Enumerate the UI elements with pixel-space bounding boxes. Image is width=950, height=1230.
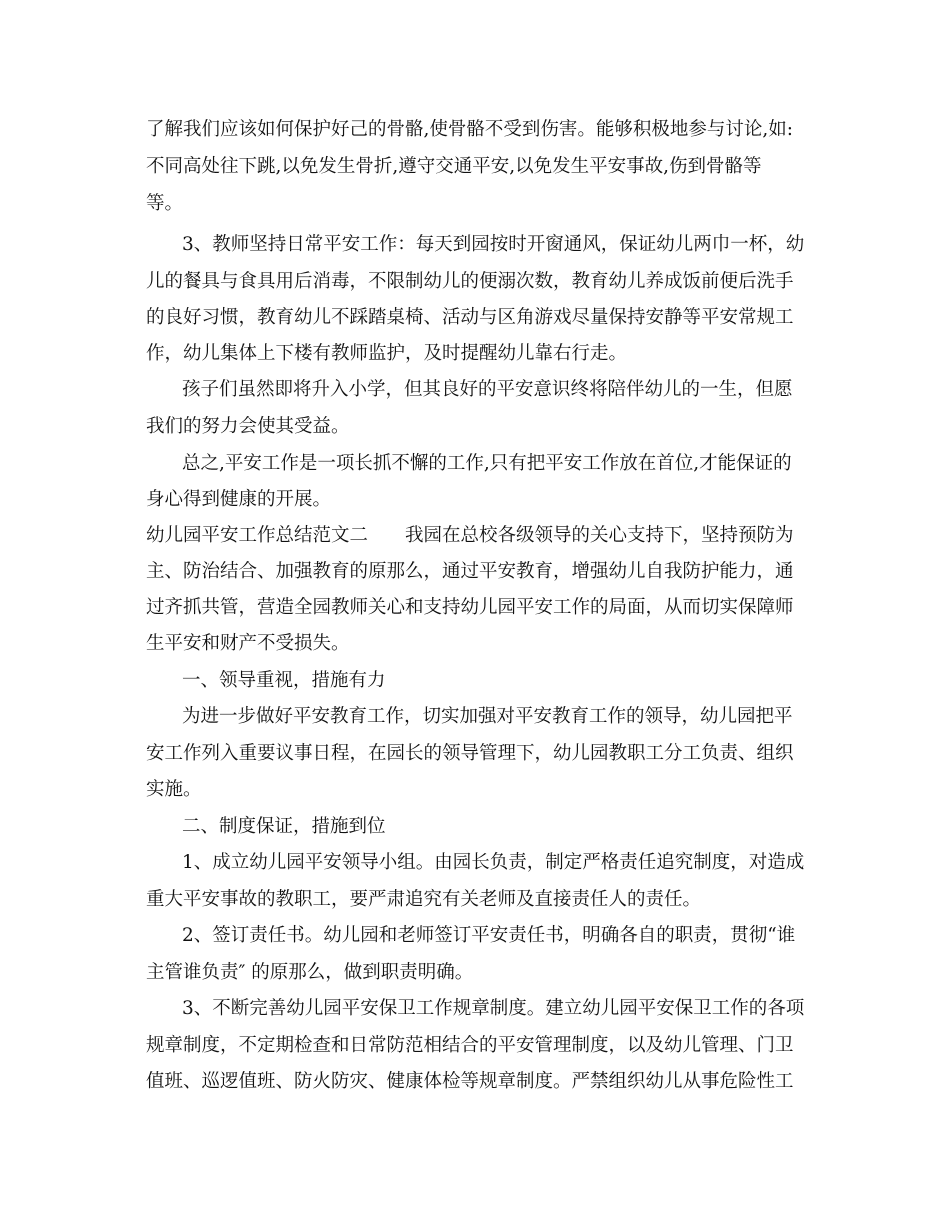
text-line: 重大平安事故的教职工，要严肃追究有关老师及直接责任人的责任。 — [146, 889, 702, 910]
text-line: 3、不断完善幼儿园平安保卫工作规章制度。建立幼儿园平安保卫工作的各项 — [182, 998, 805, 1019]
text-line: 安工作列入重要议事日程，在园长的领导管理下，幼儿园教职工分工负责、组织 — [146, 743, 794, 764]
text-line: 身心得到健康的开展。 — [146, 489, 332, 510]
text-line: 2、签订责任书。幼儿园和老师签订平安责任书，明确各自的职责，贯彻“谁 — [182, 925, 796, 946]
text-line: 等。 — [146, 193, 184, 214]
text-line: 的良好习惯，教育幼儿不踩踏桌椅、活动与区角游戏尽量保持安静等平安常规工 — [146, 307, 794, 328]
text-line: 我们的努力会使其受益。 — [146, 416, 350, 437]
text-line: 生平安和财产不受损失。 — [146, 633, 350, 654]
text-line: 了解我们应该如何保护好己的骨骼,使骨骼不受到伤害。能够积极地参与讨论,如: — [146, 119, 793, 140]
text-line: 作，幼儿集体上下楼有教师监护，及时提醒幼儿靠右行走。 — [146, 343, 628, 364]
section-heading: 一、领导重视，措施有力 — [182, 670, 386, 691]
text-line: 主、防治结合、加强教育的原那么，通过平安教育，增强幼儿自我防护能力，通 — [146, 561, 794, 582]
text-line: 1、成立幼儿园平安领导小组。由园长负责，制定严格责任追究制度，对造成 — [182, 852, 805, 873]
text-line: 过齐抓共管，营造全园教师关心和支持幼儿园平安工作的局面，从而切实保障师 — [146, 597, 794, 618]
text-line: 主管谁负责″ 的原那么，做到职责明确。 — [146, 962, 474, 983]
text-line: 3、教师坚持日常平安工作：每天到园按时开窗通风，保证幼儿两巾一杯，幼 — [182, 234, 805, 255]
text-line: 不同高处往下跳,以免发生骨折,遵守交通平安,以免发生平安事故,伤到骨骼等 — [146, 156, 762, 177]
text-line: 规章制度，不定期检查和日常防范相结合的平安管理制度，以及幼儿管理、门卫 — [146, 1035, 794, 1056]
section-heading: 二、制度保证，措施到位 — [182, 816, 386, 837]
text-line: 儿的餐具与食具用后消毒，不限制幼儿的便溺次数，教育幼儿养成饭前便后洗手 — [146, 271, 794, 292]
text-line: 孩子们虽然即将升入小学，但其良好的平安意识终将陪伴幼儿的一生，但愿 — [182, 379, 793, 400]
text-line: 实施。 — [146, 779, 202, 800]
text-line: 总之,平安工作是一项长抓不懈的工作,只有把平安工作放在首位,才能保证的 — [182, 453, 792, 474]
text-line: 幼儿园平安工作总结范文二 我园在总校各级领导的关心支持下，坚持预防为 — [146, 525, 794, 546]
text-line: 值班、巡逻值班、防火防灾、健康体检等规章制度。严禁组织幼儿从事危险性工 — [146, 1071, 794, 1092]
text-line: 为进一步做好平安教育工作，切实加强对平安教育工作的领导，幼儿园把平 — [182, 706, 793, 727]
